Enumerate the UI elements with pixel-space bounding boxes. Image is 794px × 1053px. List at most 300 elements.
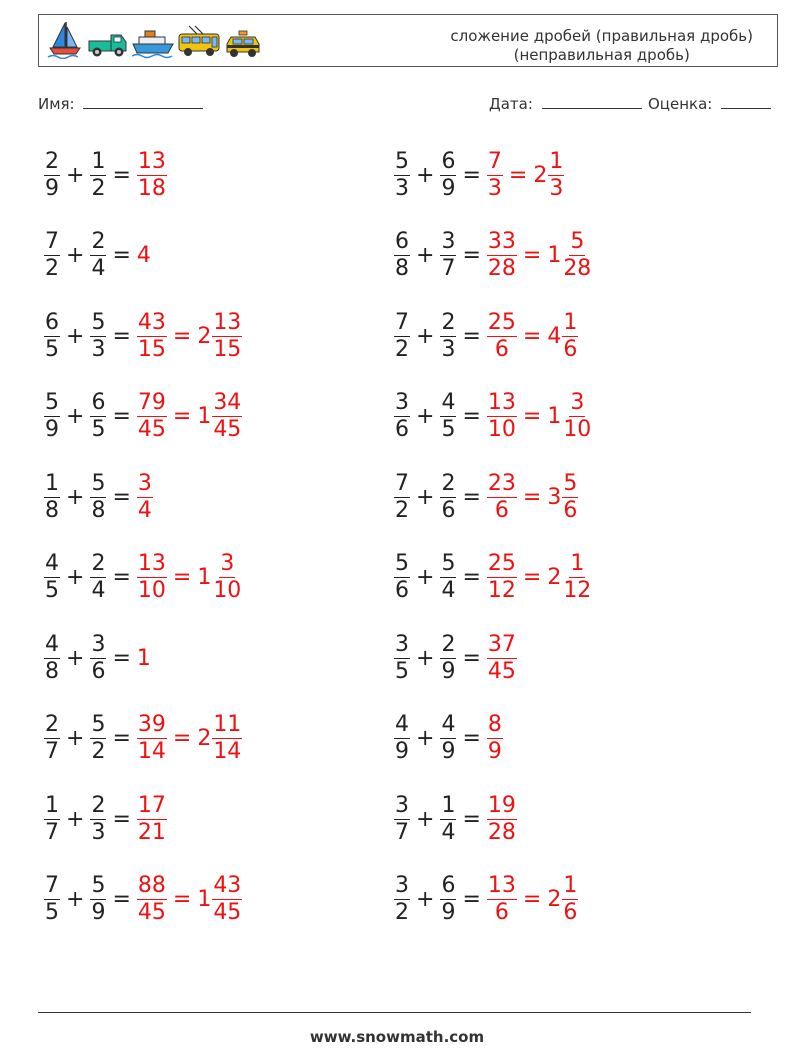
numerator: 88 [137,873,166,898]
equals-sign: = [508,162,528,188]
problem-item [394,707,503,771]
mixed-fraction [562,390,592,443]
fraction-b [90,873,106,926]
problem-item [44,224,151,288]
denominator: 5 [45,578,59,603]
numerator: 3 [395,792,409,818]
answer-fraction [487,712,503,765]
answer [137,793,167,846]
equals-sign: = [172,726,192,751]
name-blank[interactable] [83,94,203,109]
answer [137,712,242,765]
ship-icon [131,27,175,63]
denominator: 6 [563,497,578,523]
denominator: 2 [395,497,409,523]
plus-sign: + [66,243,85,268]
denominator: 18 [137,175,166,201]
denominator: 45 [137,900,166,925]
equals-sign: = [462,404,481,429]
denominator: 9 [441,900,456,925]
numerator: 5 [91,470,106,496]
denominator: 6 [494,497,509,523]
equals-sign: = [172,404,192,429]
fraction-b [90,149,106,202]
mixed-fraction [562,229,592,282]
plus-sign: + [66,565,85,590]
fraction-a [394,310,410,363]
mixed-whole: 2 [197,323,212,349]
numerator: 37 [487,631,516,657]
answer [137,149,167,202]
plus-sign: + [66,726,85,751]
fraction-a [394,229,410,282]
numerator: 13 [487,390,516,415]
denominator: 4 [441,578,456,603]
answer [137,646,151,671]
fraction-b [440,471,456,524]
equals-sign: = [522,484,542,510]
equals-sign: = [462,484,481,510]
fraction-a [44,551,60,604]
plus-sign: + [416,645,435,671]
numerator: 4 [45,631,59,657]
answer [487,471,578,524]
numerator: 5 [395,551,409,576]
denominator: 14 [137,739,166,764]
numerator: 6 [395,229,409,254]
fraction-b [90,471,106,524]
fraction-a [44,471,60,524]
answer [487,793,517,846]
score-blank[interactable] [721,94,771,109]
mixed-whole: 4 [547,323,562,349]
numerator: 17 [137,792,166,818]
equals-sign: = [112,726,131,751]
plus-sign: + [416,565,435,590]
plus-sign: + [66,323,85,349]
equals-sign: = [112,404,131,429]
numerator: 5 [45,390,59,415]
answer [487,632,517,685]
fraction-a [394,149,410,202]
answer [487,712,503,765]
problem-item [394,143,564,207]
pickup-truck-icon [87,29,129,63]
denominator: 5 [395,658,409,684]
title-line-2: (неправильная дробь) [513,46,690,64]
denominator: 5 [45,900,59,925]
numerator: 2 [441,631,456,657]
fraction-a [394,793,410,846]
equals-sign: = [522,887,542,912]
answer-fraction [487,873,517,926]
sailboat-icon [45,19,85,63]
denominator: 7 [395,819,409,845]
numerator: 7 [395,309,409,335]
footer-divider [38,1012,751,1013]
numerator: 39 [137,712,166,737]
answer-whole: 1 [136,645,151,671]
answer-fraction [487,229,517,282]
fraction-b [90,390,106,443]
plus-sign: + [416,243,435,268]
mixed-fraction [562,551,592,604]
answer-fraction [487,310,517,363]
equals-sign: = [112,887,131,912]
plus-sign: + [416,484,435,510]
numerator: 6 [441,873,456,898]
footer-website: www.snowmath.com [309,1028,485,1046]
fraction-a [44,793,60,846]
denominator: 5 [441,417,456,442]
date-blank[interactable] [542,94,642,109]
answer [137,390,242,443]
answer [487,229,592,282]
problem-item [394,304,578,368]
plus-sign: + [416,323,435,349]
problem-item [44,143,167,207]
plus-sign: + [416,887,435,912]
answer [137,471,153,524]
answer-fraction [137,873,167,926]
denominator: 45 [213,417,242,442]
numerator: 2 [91,551,106,576]
denominator: 9 [487,739,502,764]
fraction-a [44,390,60,443]
numerator: 2 [441,309,456,335]
equals-sign: = [112,565,131,590]
denominator: 10 [563,417,592,442]
numerator: 3 [220,551,235,576]
equals-sign: = [112,484,131,510]
numerator: 7 [45,229,59,254]
numerator: 13 [137,551,166,576]
denominator: 6 [494,900,509,925]
equals-sign: = [172,887,192,912]
problem-item [44,385,242,449]
numerator: 3 [395,873,409,898]
denominator: 8 [395,256,409,281]
answer-fraction [137,390,167,443]
numerator: 3 [91,631,106,657]
numerator: 4 [441,712,456,737]
equals-sign: = [462,162,481,188]
answer [487,149,564,202]
fraction-b [440,712,456,765]
worksheet-header [38,14,778,67]
denominator: 14 [213,739,242,764]
problem-item [394,385,592,449]
denominator: 6 [563,900,578,925]
plus-sign: + [66,162,85,188]
score-field [648,94,771,113]
fraction-b [90,712,106,765]
denominator: 3 [441,336,456,362]
denominator: 9 [395,739,409,764]
title-line-1: сложение дробей (правильная дробь) [450,27,753,45]
fraction-b [440,632,456,685]
fraction-a [394,873,410,926]
denominator: 4 [91,256,106,281]
denominator: 28 [487,819,516,845]
numerator: 3 [395,631,409,657]
date-field [489,94,642,113]
name-field [38,94,203,113]
fraction-a [44,632,60,685]
denominator: 45 [213,900,242,925]
name-label: Имя: [38,95,75,113]
denominator: 2 [45,256,59,281]
numerator: 43 [213,873,242,898]
denominator: 2 [395,900,409,925]
problem-item [394,224,592,288]
plus-sign: + [416,162,435,188]
numerator: 5 [91,309,106,335]
denominator: 2 [395,336,409,362]
fraction-a [394,390,410,443]
numerator: 1 [45,792,59,818]
answer [137,310,242,363]
denominator: 6 [395,417,409,442]
numerator: 1 [563,873,578,898]
numerator: 25 [487,551,516,576]
denominator: 7 [441,256,456,281]
numerator: 5 [570,229,585,254]
numerator: 5 [91,873,106,898]
numerator: 2 [45,712,59,737]
fraction-b [90,632,106,685]
problem-item [394,787,517,851]
denominator: 45 [137,417,166,442]
denominator: 10 [213,578,242,603]
answer-fraction [487,471,517,524]
denominator: 2 [91,175,106,201]
denominator: 4 [137,497,152,523]
fraction-b [440,793,456,846]
problem-item [44,465,153,529]
plus-sign: + [66,484,85,510]
numerator: 3 [441,229,456,254]
mixed-fraction [562,471,578,524]
denominator: 3 [395,175,409,201]
equals-sign: = [522,323,542,349]
fraction-b [440,551,456,604]
denominator: 8 [45,658,59,684]
fraction-b [440,390,456,443]
mixed-fraction [212,712,242,765]
mixed-fraction [562,873,578,926]
numerator: 4 [45,551,59,576]
numerator: 79 [137,390,166,415]
denominator: 15 [213,336,242,362]
denominator: 8 [45,497,59,523]
mixed-whole: 3 [547,484,562,510]
denominator: 9 [91,900,106,925]
mixed-fraction [212,551,242,604]
equals-sign: = [522,404,542,429]
denominator: 9 [441,175,456,201]
numerator: 13 [213,309,242,335]
plus-sign: + [66,887,85,912]
numerator: 6 [441,148,456,174]
equals-sign: = [462,806,481,832]
mixed-whole: 1 [197,404,212,429]
numerator: 3 [395,390,409,415]
equals-sign: = [462,726,481,751]
plus-sign: + [416,726,435,751]
numerator: 5 [563,470,578,496]
denominator: 12 [563,578,592,603]
answer-whole: 4 [136,243,151,268]
mixed-fraction [212,390,242,443]
denominator: 9 [441,739,456,764]
equals-sign: = [462,243,481,268]
fraction-b [90,310,106,363]
equals-sign: = [112,645,131,671]
numerator: 1 [549,148,564,174]
mixed-whole: 1 [547,243,562,268]
equals-sign: = [172,323,192,349]
answer-fraction [137,149,167,202]
denominator: 28 [487,256,516,281]
denominator: 4 [91,578,106,603]
numerator: 1 [91,148,106,174]
answer [137,873,242,926]
denominator: 9 [441,658,456,684]
equals-sign: = [462,887,481,912]
numerator: 6 [45,309,59,335]
plus-sign: + [66,645,85,671]
equals-sign: = [522,565,542,590]
mixed-fraction [562,310,578,363]
fraction-b [440,149,456,202]
numerator: 25 [487,309,516,335]
numerator: 43 [137,309,166,335]
equals-sign: = [462,645,481,671]
denominator: 6 [494,336,509,362]
numerator: 2 [91,792,106,818]
denominator: 5 [45,336,59,362]
denominator: 8 [91,497,106,523]
denominator: 7 [45,819,59,845]
equals-sign: = [112,162,131,188]
numerator: 23 [487,470,516,496]
answer [487,873,578,926]
equals-sign: = [172,565,192,590]
numerator: 7 [45,873,59,898]
answer-fraction [487,632,517,685]
trolleybus-icon [177,25,221,63]
taxi-icon [223,29,263,63]
answer [487,390,592,443]
equals-sign: = [462,323,481,349]
problem-item [394,868,578,932]
header-icons [45,19,263,63]
fraction-a [394,471,410,524]
answer-fraction [137,712,167,765]
numerator: 11 [213,712,242,737]
numerator: 13 [137,148,166,174]
date-label: Дата: [489,95,533,113]
fraction-b [440,229,456,282]
numerator: 2 [441,470,456,496]
equals-sign: = [522,243,542,268]
mixed-whole: 2 [533,162,548,188]
mixed-whole: 1 [547,404,562,429]
denominator: 7 [45,739,59,764]
numerator: 1 [563,309,578,335]
plus-sign: + [66,806,85,832]
numerator: 8 [487,712,502,737]
denominator: 3 [487,175,502,201]
fraction-a [394,551,410,604]
mixed-whole: 2 [197,726,212,751]
numerator: 4 [441,390,456,415]
denominator: 3 [91,336,106,362]
fraction-b [90,229,106,282]
plus-sign: + [66,404,85,429]
denominator: 15 [137,336,166,362]
mixed-whole: 2 [547,565,562,590]
denominator: 10 [487,417,516,442]
denominator: 9 [45,175,59,201]
denominator: 3 [91,819,106,845]
score-label: Оценка: [648,95,713,113]
numerator: 3 [570,390,585,415]
equals-sign: = [112,243,131,268]
answer [137,243,151,268]
equals-sign: = [112,806,131,832]
problem-item [44,868,242,932]
answer-fraction [487,551,517,604]
problem-item [44,707,242,771]
numerator: 6 [91,390,106,415]
answer [487,551,592,604]
answer-fraction [137,310,167,363]
answer [487,310,578,363]
fraction-a [44,229,60,282]
denominator: 6 [563,336,578,362]
mixed-fraction [212,873,242,926]
denominator: 6 [395,578,409,603]
problem-item [44,787,167,851]
mixed-fraction [212,310,242,363]
fraction-b [440,873,456,926]
problem-item [44,304,242,368]
numerator: 33 [487,229,516,254]
denominator: 21 [137,819,166,845]
numerator: 2 [45,148,59,174]
denominator: 10 [137,578,166,603]
numerator: 5 [91,712,106,737]
denominator: 45 [487,658,516,684]
numerator: 1 [45,470,59,496]
numerator: 3 [137,470,152,496]
numerator: 7 [395,470,409,496]
problem-item [44,546,242,610]
worksheet-title [450,27,753,65]
numerator: 19 [487,792,516,818]
mixed-whole: 1 [197,887,212,912]
answer-fraction [137,551,167,604]
fraction-b [440,310,456,363]
plus-sign: + [416,404,435,429]
answer-fraction [487,390,517,443]
numerator: 1 [441,792,456,818]
denominator: 4 [441,819,456,845]
fraction-b [90,551,106,604]
denominator: 3 [549,175,564,201]
